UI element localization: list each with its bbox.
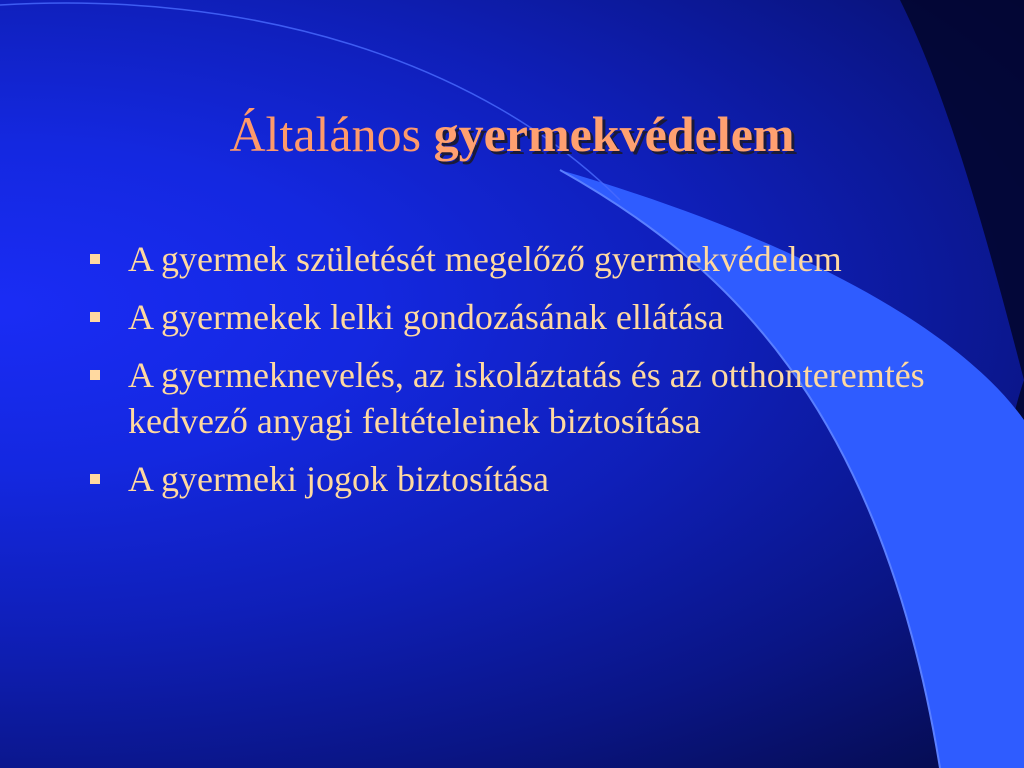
bullet-item xyxy=(88,352,958,444)
bullet-list xyxy=(88,236,958,514)
bullet-item xyxy=(88,456,958,502)
bullet-item xyxy=(88,236,958,282)
bullet-item xyxy=(88,294,958,340)
slide-title xyxy=(0,104,1024,164)
bullet-text: A gyermek születését megelőző gyermekvédelem xyxy=(128,239,842,279)
square-bullet-icon xyxy=(90,474,100,484)
square-bullet-icon xyxy=(90,254,100,264)
title-regular: Általános xyxy=(229,106,422,162)
curve-line xyxy=(0,3,620,200)
bullet-text: A gyermeknevelés, az iskoláztatás és az otthonteremtés kedvező anyagi feltételeinek biztosítása xyxy=(128,355,925,441)
square-bullet-icon xyxy=(90,312,100,322)
bullet-text: A gyermekek lelki gondozásának ellátása xyxy=(128,297,724,337)
bullet-text: A gyermeki jogok biztosítása xyxy=(128,459,549,499)
square-bullet-icon xyxy=(90,370,100,380)
title-bold: gyermekvédelem xyxy=(433,106,795,162)
